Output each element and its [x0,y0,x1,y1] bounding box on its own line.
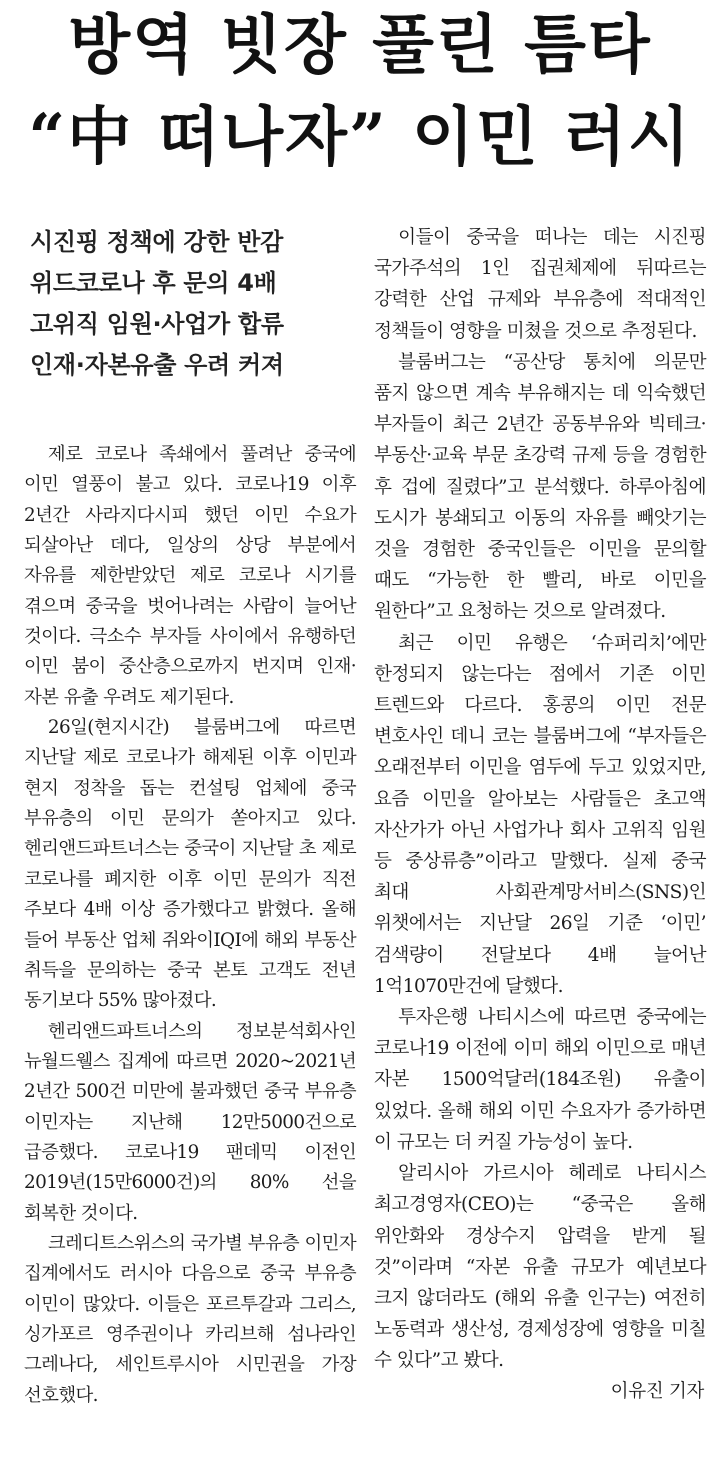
body-paragraph: 투자은행 나티시스에 따르면 중국에는 코로나19 이전에 이미 해외 이민으로 매년 자본 1500억달러(184조원) 유출이 있었다. 올해 해외 이민 수요자가 증가하면 이 규모는 더 커질 가능성이 높다. [374,1007,706,1153]
left-column [24,222,356,1411]
body-paragraph: 블룸버그는 “공산당 통치에 의문만 품지 않으면 계속 부유해지는 데 익숙했던 부자들이 최근 2년간 공동부유와 빅테크·부동산·교육 부문 초강력 규제 등을 경험한 후 겁에 질렸다”고 분석했다. 하루아침에 도시가 봉쇄되고 이동의 자유를 빼앗기는 것을 경험한 중국인들은 이민을 문의할 때도 “가능한 한 빨리, 바로 이민을 원한다”고 요청하는 것으로 알려졌다. [374,351,706,623]
body-paragraph: 알리시아 가르시아 헤레로 나티시스 최고경영자(CEO)는 “중국은 올해 위안화와 경상수지 압력을 받게 될 것”이라며 “자본 유출 규모가 예년보다 크지 않더라도 (해외 유출 인구는) 여전히 노동력과 생산성, 경제성장에 영향을 미칠 수 있다”고 봤다. [374,1163,706,1372]
subheadline: 위드코로나 후 문의 4배 [30,269,277,297]
headline-line-2: “中 떠나자” 이민 러시 [28,100,692,175]
body-paragraph: 크레디트스위스의 국가별 부유층 이민자 집계에서도 러시아 다음으로 중국 부유층 이민이 많았다. 이들은 포르투갈과 그리스, 싱가포르 영주권이나 카리브해 섬나라인 그레나다, 세인트루시아 시민권을 가장 선호했다. [24,1232,356,1406]
body-paragraph: 이들이 중국을 떠나는 데는 시진핑 국가주석의 1인 집권체제에 뒤따르는 강력한 산업 규제와 부유층에 적대적인 정책들이 영향을 미쳤을 것으로 추정된다. [374,227,706,342]
body-paragraph: 26일(현지시간) 블룸버그에 따르면 지난달 제로 코로나가 해제된 이후 이민과 현지 정착을 돕는 컨설팅 업체에 중국 부유층의 이민 문의가 쏟아지고 있다. 헨리앤드파트너스는 중국이 지난달 초 제로 코로나를 폐지한 이후 이민 문의가 직전 주보다 4배 이상 증가했다고 밝혔다. 올해 들어 부동산 업체 쥐와이IQI에 해외 부동산 취득을 문의하는 중국 본토 고객도 전년 동기보다 55% 많아졌다. [24,717,356,1012]
body-paragraph: 최근 이민 유행은 ‘슈퍼리치’에만 한정되지 않는다는 점에서 기존 이민 트렌드와 다르다. 홍콩의 이민 전문 변호사인 데니 코는 블룸버그에 “부자들은 오래전부터 이민을 염두에 두고 있었지만, 요즘 이민을 알아보는 사람들은 초고액 자산가가 아닌 사업가나 회사 고위직 임원 등 중상류층”이라고 말했다. 실제 중국 최대 사회관계망서비스(SNS)인 위챗에서는 지난달 26일 기준 ‘이민’ 검색량이 전달보다 4배 늘어난 1억1070만건에 달했다. [374,632,706,997]
right-column [374,222,706,1405]
body-paragraph: 제로 코로나 족쇄에서 풀려난 중국에 이민 열풍이 불고 있다. 코로나19 이후 2년간 사라지다시피 했던 이민 수요가 되살아난 데다, 일상의 상당 부분에서 자유를 제한받았던 제로 코로나 시기를 겪으며 중국을 벗어나려는 사람이 늘어난 것이다. 극소수 부자들 사이에서 유행하던 이민 붐이 중산층으로까지 번지며 인재·자본 유출 우려도 제기된다. [24,444,356,708]
headline-line-1: 방역 빗장 풀린 틈타 [68,8,652,83]
subheadlines [30,222,356,386]
body-paragraph: 헨리앤드파트너스의 정보분석회사인 뉴월드웰스 집계에 따르면 2020~2021년 2년간 500건 미만에 불과했던 중국 부유층 이민자는 지난해 12만5000건으로 급증했다. 코로나19 팬데믹 이전인 2019년(15만6000건)의 80% 선을 회복한 것이다. [24,1020,356,1224]
subheadline: 인재·자본유출 우려 커져 [30,351,284,379]
byline: 이유진 기자 [610,1380,704,1402]
subheadline: 고위직 임원·사업가 합류 [30,310,284,338]
subheadline: 시진핑 정책에 강한 반감 [30,228,284,256]
